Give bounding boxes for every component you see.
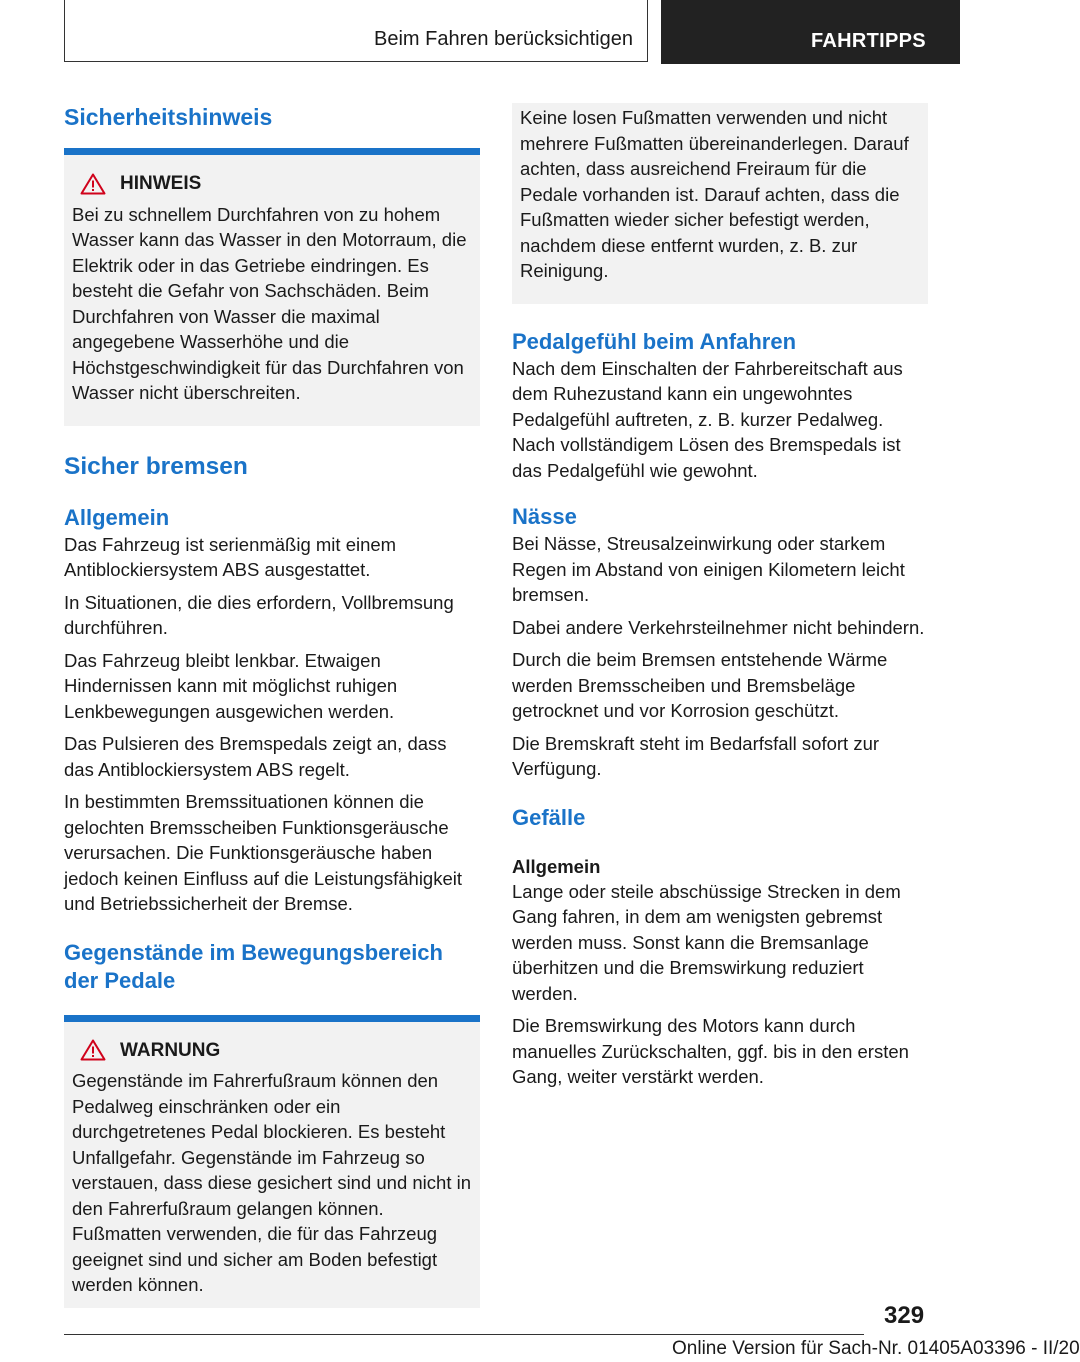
warning-text: Gegenstände im Fahrerfußraum können den Pedalweg einschränken oder ein durchgetretenes Pedal blockieren. Es besteht Unfallgefahr. Gegenstände im Fahrzeug so verstauen, dass diese gesichert sind und nicht in den Fahrerfußraum gelangen können. Fußmatten verwenden, die für das Fahrzeug geeignet sind und sicher am Boden befestigt werden können. [72,1070,472,1295]
footer-divider [64,1334,864,1335]
warning-top-bar [64,1015,480,1022]
warning-triangle-icon [80,1039,106,1061]
warning-label: WARNUNG [120,1039,221,1061]
chapter-title: FAHRTIPPS [811,30,926,52]
pedal-feel-heading: Pedalgefühl beim Anfahren [512,328,797,354]
notice-label: HINWEIS [120,173,202,194]
safety-heading: Sicherheitshinweis [64,104,273,130]
paragraph: Das Fahrzeug ist serienmäßig mit einem Antiblockiersystem ABS ausgestattet. [64,533,397,580]
warning-triangle-icon [80,173,106,195]
warning-title [72,1038,472,1064]
paragraph: Nach dem Einschalten der Fahrbereitschaft aus dem Ruhezustand kann ein ungewohntes Pedalgefühl auftreten, z. B. kurzer Pedalweg. Nach vollständigem Lösen des Bremspedals ist das Pedalgefühl wie gewohnt. [512,357,903,481]
paragraph: In bestimmten Bremssituationen können die gelochten Bremsscheiben Funktionsgeräusche verursachen. Die Funktionsgeräusche haben jedoch keinen Einfluss auf die Leistungsfähigkeit und Betriebssicherheit der Bremse. [64,791,463,914]
slope-general-heading: Allgemein [512,855,601,877]
paragraph: Die Bremskraft steht im Bedarfsfall sofort zur Verfügung. [512,732,880,779]
paragraph: Lange oder steile abschüssige Strecken in dem Gang fahren, in dem am wenigsten gebremst werden muss. Sonst kann die Bremsanlage überhitzen und die Bremswirkung reduziert werden. [512,880,901,1004]
warning-continued-text: Keine losen Fußmatten verwenden und nicht mehrere Fußmatten übereinanderlegen. Darauf achten, dass ausreichend Freiraum für die Pedale vorhanden ist. Darauf achten, dass die Fußmatten wieder sicher befestigt werden, nachdem diese entfernt wurden, z. B. zur Reinigung. [520,107,909,281]
warning-box [64,1022,480,1308]
page-number: 329 [884,1302,925,1329]
paragraph: Bei Nässe, Streusalzeinwirkung oder starkem Regen im Abstand von einigen Kilometern leicht bremsen. [512,533,905,605]
header-section-title: Beim Fahren berücksichtigen [373,28,633,50]
notice-text: Bei zu schnellem Durchfahren von zu hohem Wasser kann das Wasser in den Motorraum, die Elektrik oder in das Getriebe eindringen. Es besteht die Gefahr von Sachschäden. Beim Durchfahren von Wasser die maximal angegebene Wasserhöhe und die Höchstgeschwindigkeit für das Durchfahren von Wasser nicht überschreiten. [72,203,467,403]
pedal-objects-heading: Gegenstände im Bewegungsbereich der Pedale [64,939,443,993]
notice-title [72,171,472,197]
paragraph: Die Bremswirkung des Motors kann durch manuelles Zurückschalten, ggf. bis in den ersten Gang, weiter verstärkt werden. [512,1015,909,1087]
paragraph: Durch die beim Bremsen entstehende Wärme werden Bremsscheiben und Bremsbeläge getrocknet und vor Korrosion geschützt. [512,649,888,721]
right-column [512,0,928,1090]
slope-heading: Gefälle [512,804,586,830]
wet-heading: Nässe [512,504,577,529]
paragraph: In Situationen, die dies erfordern, Vollbremsung durchführen. [64,591,454,638]
general-heading: Allgemein [64,504,170,530]
notice-top-bar [64,148,480,155]
left-column [64,0,480,1308]
notice-box [64,155,480,426]
brake-heading: Sicher bremsen [64,452,248,480]
paragraph: Das Fahrzeug bleibt lenkbar. Etwaigen Hindernissen kann mit möglichst ruhigen Lenkbewegungen ausgewichen werden. [64,649,398,722]
paragraph: Das Pulsieren des Bremspedals zeigt an, dass das Antiblockiersystem ABS regelt. [64,733,447,780]
paragraph: Dabei andere Verkehrsteilnehmer nicht behindern. [512,616,925,638]
warning-continued-box [512,103,928,304]
online-version-note: Online Version für Sach-Nr. 01405A03396 - II/20 [672,1338,1080,1359]
